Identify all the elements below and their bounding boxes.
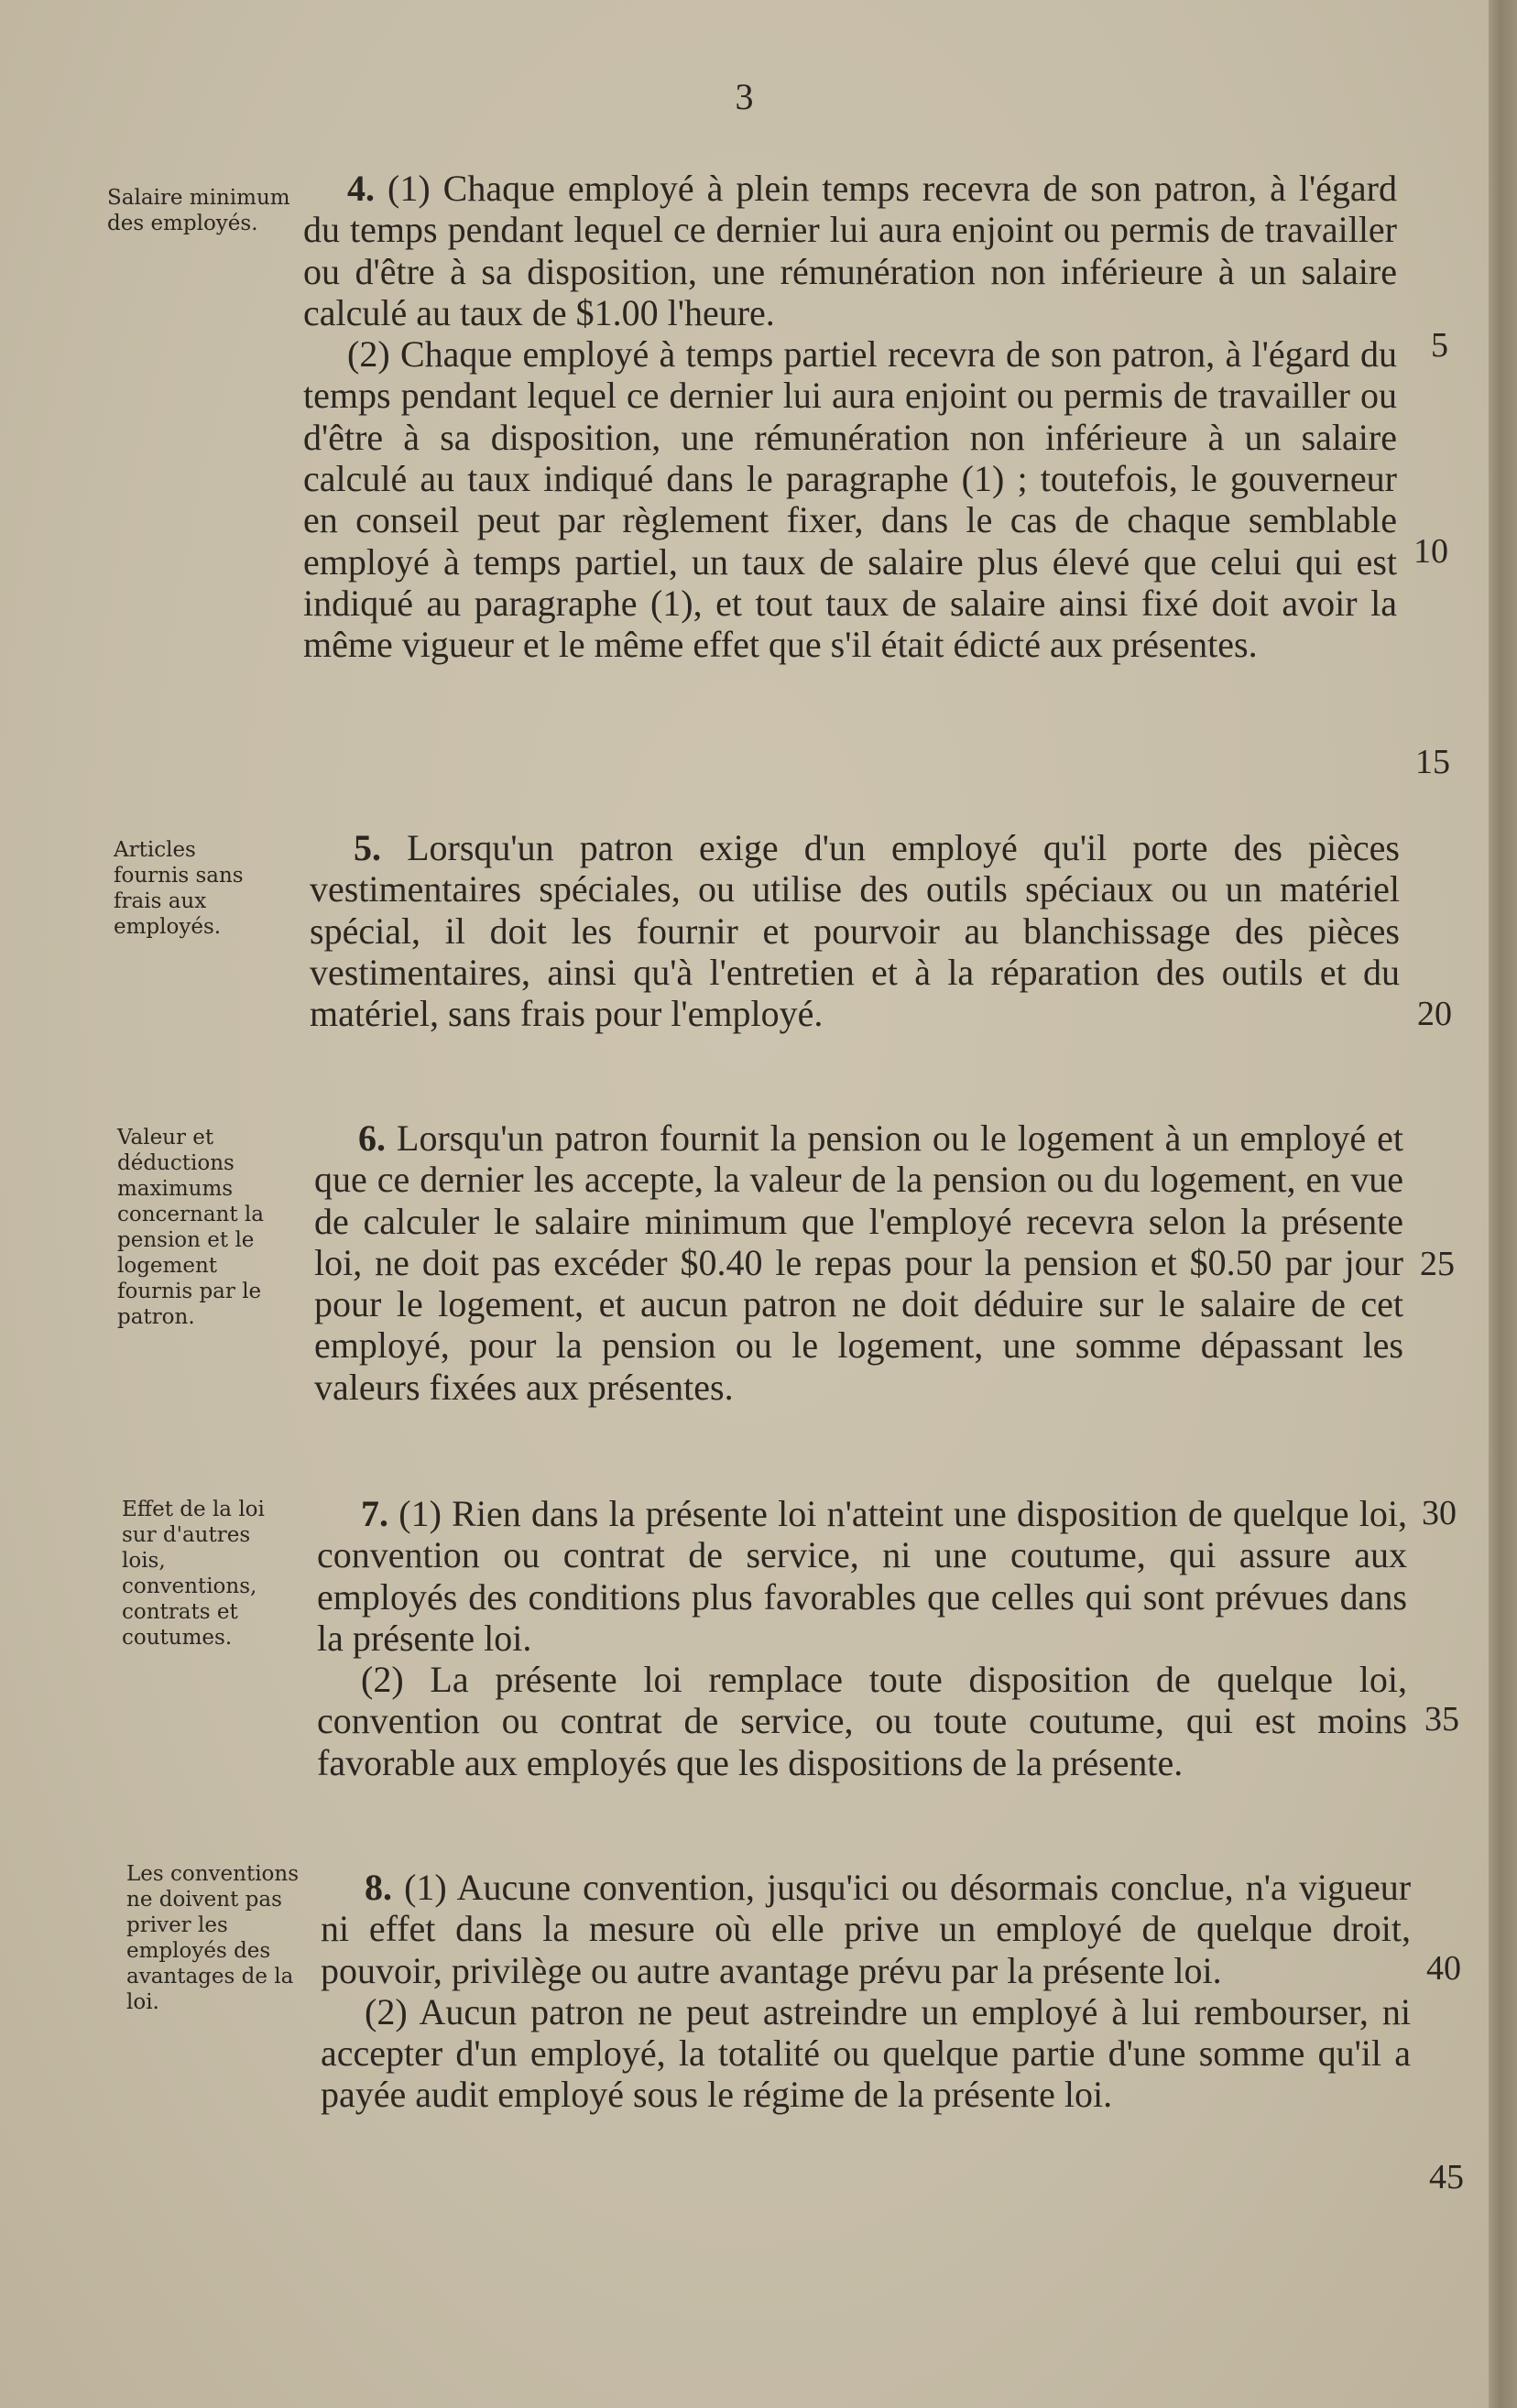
section-8-paragraph-2: (2) Aucun patron ne peut astreindre un employé à lui rembourser, ni accepter d'un employé, la totalité ou quelque partie d'une somme qu'il a payée audit employé sous le régime de la présente loi. — [321, 1990, 1411, 2116]
paragraph-text: (1) Aucune convention, jusqu'ici ou désormais conclue, n'a vigueur ni effet dans la mesure où elle prive un employé de quelque droit, pouvoir, privilège ou autre avantage prévu par la présente loi. — [321, 1867, 1412, 1991]
line-number-45: 45 — [1429, 2158, 1464, 2196]
line-number-40: 40 — [1426, 1949, 1461, 1988]
section-number: 7. — [361, 1493, 388, 1534]
line-number-15: 15 — [1415, 743, 1450, 781]
section-6 — [314, 1117, 1403, 1408]
line-number-5: 5 — [1431, 326, 1448, 365]
section-4-paragraph-2: (2) Chaque employé à temps partiel recevra de son patron, à l'égard du temps pendant lequel ce dernier lui aura enjoint ou permis de travailler ou d'être à sa disposition, une rémunération non inférieure à un salaire calculé au taux indiqué dans le paragraphe (1) ; toutefois, le gouverneur en conseil peut par règlement fixer, dans le cas de chaque semblable employé à temps partiel, un taux de salaire plus élevé que celui qui est indiqué au paragraphe (1), et tout taux de salaire ainsi fixé doit avoir la même vigueur et le même effet que s'il était édicté aux présentes. — [303, 333, 1397, 666]
section-7-paragraph-1 — [317, 1493, 1407, 1659]
section-number: 6. — [358, 1117, 386, 1159]
section-number: 8. — [365, 1867, 392, 1908]
paragraph-text: (1) Chaque employé à plein temps recevra de son patron, à l'égard du temps pendant lequel ce dernier lui aura enjoint ou permis de travailler ou d'être à sa disposition, une rémunération non inférieure à un salaire calculé au taux de $1.00 l'heure. — [303, 168, 1397, 333]
section-7-paragraph-2: (2) La présente loi remplace toute disposition de quelque loi, convention ou contrat de service, ou toute coutume, qui est moins favorable aux employés que les dispositions de la présente. — [317, 1659, 1407, 1783]
section-4 — [303, 168, 1397, 666]
line-number-30: 30 — [1422, 1494, 1457, 1532]
section-4-paragraph-1 — [303, 168, 1397, 333]
margin-note-minimum-wage: Salaire minimum des employés. — [107, 186, 290, 235]
line-number-20: 20 — [1417, 995, 1452, 1033]
margin-note-board-lodging: Valeur et déductions maximums concernant la pension et le logement fournis par le patron. — [117, 1126, 264, 1329]
margin-note-articles-furnished: Articles fournis sans frais aux employés. — [114, 838, 244, 939]
line-number-10: 10 — [1413, 532, 1448, 571]
paragraph-text: Lorsqu'un patron exige d'un employé qu'il porte des pièces vestimentaires spéciales, ou utilise des outils spéciaux ou un matériel spécial, il doit les fournir et pourvoir au blanchissage des pièces vestimentaires, ainsi qu'à l'entretien et à la réparation des outils et du matériel, sans frais pour l'employé. — [310, 827, 1400, 1035]
paragraph-text: (1) Rien dans la présente loi n'atteint une disposition de quelque loi, convention ou contrat de service, ni une coutume, qui assure aux employés des conditions plus favorables que celles qui sont prévues dans la présente loi. — [317, 1493, 1408, 1659]
page-edge-shadow — [1489, 0, 1517, 2408]
line-number-25: 25 — [1420, 1245, 1455, 1283]
section-5 — [310, 827, 1400, 1034]
margin-note-effect-on-laws: Effet de la loi sur d'autres lois, conventions, contrats et coutumes. — [122, 1498, 265, 1650]
section-6-paragraph-1 — [314, 1117, 1403, 1408]
margin-note-conventions: Les conventions ne doivent pas priver les employés des avantages de la loi. — [126, 1862, 300, 2014]
section-8 — [321, 1867, 1411, 2116]
section-5-paragraph-1 — [310, 827, 1400, 1034]
line-number-35: 35 — [1424, 1700, 1459, 1738]
section-7 — [317, 1493, 1407, 1783]
page-number: 3 — [735, 76, 754, 117]
section-number: 5. — [354, 827, 381, 868]
paragraph-text: Lorsqu'un patron fournit la pension ou le logement à un employé et que ce dernier les accepte, la valeur de la pension ou du logement, en vue de calculer le salaire minimum que l'employé recevra selon la présente loi, ne doit pas excéder $0.40 le repas pour la pension et $0.50 par jour pour le logement, et aucun patron ne doit déduire sur le salaire de cet employé, pour la pension ou le logement, une somme dépassant les valeurs fixées aux présentes. — [314, 1117, 1404, 1408]
section-8-paragraph-1 — [321, 1867, 1411, 1991]
section-number: 4. — [347, 168, 375, 209]
